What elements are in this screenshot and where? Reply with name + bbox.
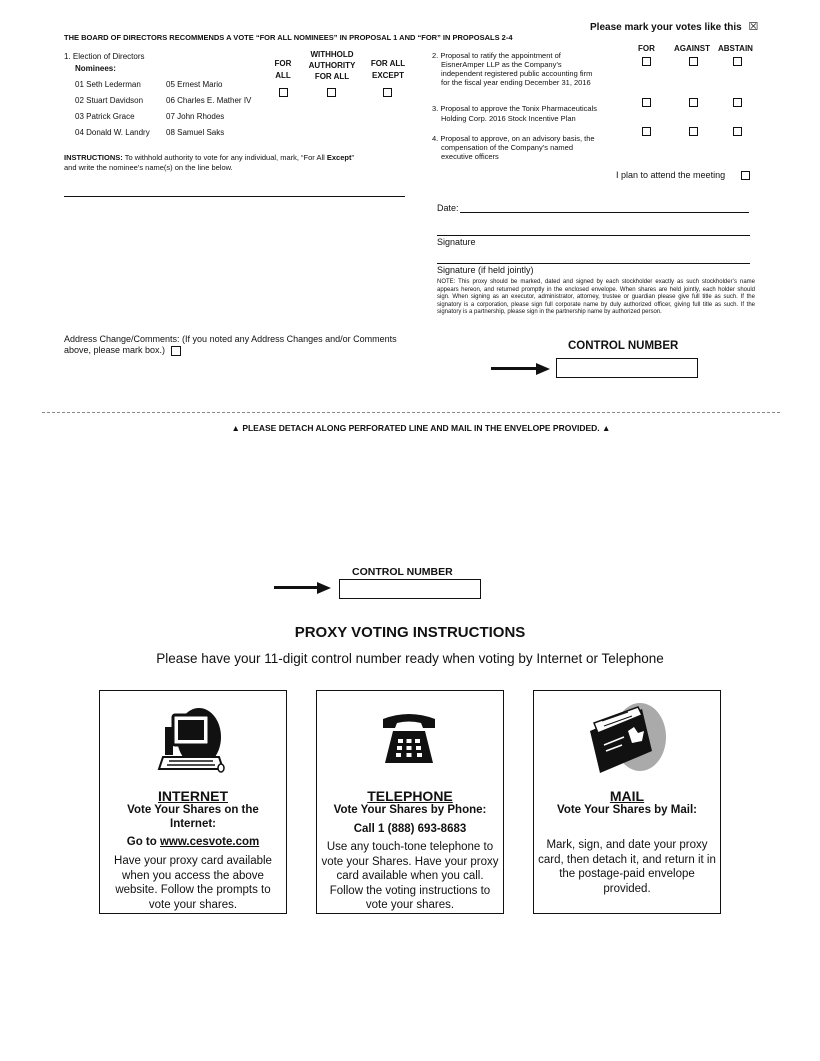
col-header-line: WITHHOLD <box>310 50 354 59</box>
proposal-3-against-checkbox[interactable] <box>689 98 698 107</box>
proposal-2-against-checkbox[interactable] <box>689 57 698 66</box>
proposal-line: 2. Proposal to ratify the appointment of <box>432 51 561 60</box>
col-header-line: EXCEPT <box>371 71 404 80</box>
proposal-2-abstain-checkbox[interactable] <box>733 57 742 66</box>
col-header-line: FOR ALL <box>370 59 406 68</box>
proposal-line: independent registered public accounting firm <box>441 69 593 78</box>
proposal-4-abstain-checkbox[interactable] <box>733 127 742 136</box>
col-header-withhold <box>302 49 362 82</box>
internet-card <box>99 690 287 914</box>
proposal-3-abstain-checkbox[interactable] <box>733 98 742 107</box>
mail-title: MAIL <box>609 788 645 804</box>
control-number-box <box>556 358 698 378</box>
arrow-icon <box>491 367 537 370</box>
date-line[interactable] <box>460 212 749 213</box>
signature-label: Signature <box>437 237 476 247</box>
internet-body: Have your proxy card available when you access the above website. Follow the prompts to vote your shares. <box>114 855 272 911</box>
lower-control-number-box <box>339 579 481 599</box>
signature-note: NOTE: This proxy should be marked, dated and signed by each stockholder exactly as such stockholder’s name appears hereon, and returned promptly in the enclosed envelope. When shares are held jointly, each holder should sign. When signing as an executor, administrator, attorney, trustee or guardian please give full title as such. If the signatory is a corporation, please sign full corporate name by duly authorized officer, giving full title as such. If the signatory is a partnership, please sign in the partnership name by authorized person. <box>437 279 755 315</box>
proposal-line: Holding Corp. 2016 Stock Incentive Plan <box>441 114 576 123</box>
col-header-line: FOR ALL <box>314 72 350 81</box>
control-number-label: CONTROL NUMBER <box>568 340 679 352</box>
internet-url-link[interactable]: www.cesvote.com <box>159 836 260 848</box>
nominee: 05 Ernest Mario <box>166 80 223 89</box>
joint-signature-label: Signature (if held jointly) <box>437 265 534 275</box>
lower-arrow-icon <box>274 586 319 589</box>
arrow-head-icon <box>536 363 550 375</box>
telephone-subtitle: Vote Your Shares by Phone: <box>333 804 487 816</box>
telephone-card <box>316 690 504 914</box>
proposal-4-text <box>432 134 595 161</box>
col-header-abstain: ABSTAIN <box>718 44 753 53</box>
nominee-list-left <box>75 80 150 144</box>
col-header-line: ALL <box>275 71 291 80</box>
internet-goto-label: Go to <box>126 836 160 848</box>
col-header-line: AUTHORITY <box>308 61 356 70</box>
proposal-3-for-checkbox[interactable] <box>642 98 651 107</box>
nominee: 02 Stuart Davidson <box>75 96 144 105</box>
internet-goto <box>106 835 280 849</box>
col-header-for-all <box>262 58 304 82</box>
nominee: 04 Donald W. Landry <box>75 128 150 137</box>
proposal-3-text <box>432 104 597 124</box>
signature-line[interactable] <box>437 235 750 236</box>
telephone-icon <box>379 713 439 767</box>
proposal-line: 4. Proposal to approve, on an advisory basis, the <box>432 134 595 143</box>
col-header-against: AGAINST <box>674 44 710 53</box>
withhold-all-checkbox[interactable] <box>327 88 336 97</box>
col-header-line: FOR <box>274 59 292 68</box>
board-recommendation: THE BOARD OF DIRECTORS RECOMMENDS A VOTE “FOR ALL NOMINEES” IN PROPOSAL 1 AND “FOR” IN PROPOSALS 2-4 <box>64 33 513 42</box>
address-change <box>64 334 397 356</box>
instructions-subtitle: Please have your 11-digit control number ready when voting by Internet or Telephone <box>156 651 664 666</box>
mail-card <box>533 690 721 914</box>
computer-icon <box>155 705 227 779</box>
mark-votes-instruction <box>590 20 758 33</box>
telephone-title: TELEPHONE <box>367 788 453 804</box>
col-header-for: FOR <box>638 44 655 53</box>
nominee: 07 John Rhodes <box>166 112 225 121</box>
envelope-icon <box>584 701 668 779</box>
joint-signature-line[interactable] <box>437 263 750 264</box>
lower-control-number-label: CONTROL NUMBER <box>352 566 453 578</box>
proposal-line: compensation of the Company’s named <box>441 143 574 152</box>
instructions-except: Except <box>326 153 352 162</box>
nominee: 01 Seth Lederman <box>75 80 141 89</box>
address-change-checkbox[interactable] <box>171 346 181 356</box>
mail-body: Mark, sign, and date your proxy card, then detach it, and return it in the postage-paid envelope provided. <box>538 839 716 895</box>
attend-meeting-checkbox[interactable] <box>741 171 750 180</box>
lower-arrow-head-icon <box>317 582 331 594</box>
nominee: 03 Patrick Grace <box>75 112 135 121</box>
attend-meeting-label: I plan to attend the meeting <box>616 170 726 180</box>
telephone-body: Use any touch-tone telephone to vote your Shares. Have your proxy card available when you call. Follow the voting instructions to vote your shares. <box>321 841 499 911</box>
perforated-line <box>42 412 780 413</box>
mark-example-icon: ☒ <box>748 21 759 33</box>
proposal-line: 3. Proposal to approve the Tonix Pharmaceuticals <box>432 104 597 113</box>
nominee: 08 Samuel Saks <box>166 128 225 137</box>
mail-subtitle: Vote Your Shares by Mail: <box>557 804 697 816</box>
instructions-text-2: and write the nominee’s name(s) on the line below. <box>64 163 233 172</box>
proposal-4-for-checkbox[interactable] <box>642 127 651 136</box>
nominees-label: Nominees: <box>75 64 116 73</box>
instructions-title: PROXY VOTING INSTRUCTIONS <box>294 624 526 641</box>
proposal-1-title: 1. Election of Directors <box>64 52 145 61</box>
date-label: Date: <box>437 203 459 213</box>
telephone-number: Call 1 (888) 693-8683 <box>353 823 467 835</box>
internet-subtitle: Vote Your Shares on the Internet: <box>127 804 259 830</box>
instructions-text: To withhold authority to vote for any individual, mark, “For All <box>122 153 327 162</box>
address-change-line-2: above, please mark box.) <box>64 345 166 355</box>
for-all-except-checkbox[interactable] <box>383 88 392 97</box>
proposal-line: executive officers <box>441 152 499 161</box>
proposal-line: EisnerAmper LLP as the Company’s <box>441 60 562 69</box>
col-header-except <box>362 58 414 82</box>
proposal-4-against-checkbox[interactable] <box>689 127 698 136</box>
mark-votes-label: Please mark your votes like this <box>590 22 742 33</box>
for-all-checkbox[interactable] <box>279 88 288 97</box>
address-change-line-1: Address Change/Comments: (If you noted any Address Changes and/or Comments <box>64 334 397 344</box>
nominee-exception-write-line[interactable] <box>64 196 405 197</box>
nominee: 06 Charles E. Mather IV <box>166 96 252 105</box>
detach-instruction: ▲ PLEASE DETACH ALONG PERFORATED LINE AND MAIL IN THE ENVELOPE PROVIDED. ▲ <box>231 423 611 433</box>
withhold-instructions: INSTRUCTIONS: To withhold authority to vote for any individual, mark, “For All Except” and write the nominee’s name(s) on the line below. <box>64 153 354 172</box>
proposal-2-for-checkbox[interactable] <box>642 57 651 66</box>
instructions-label: INSTRUCTIONS: <box>64 153 123 162</box>
internet-title: INTERNET <box>158 788 228 804</box>
proposal-2-text <box>432 51 592 87</box>
proposal-line: for the fiscal year ending December 31, 2016 <box>441 78 591 87</box>
nominee-list-right <box>166 80 251 144</box>
